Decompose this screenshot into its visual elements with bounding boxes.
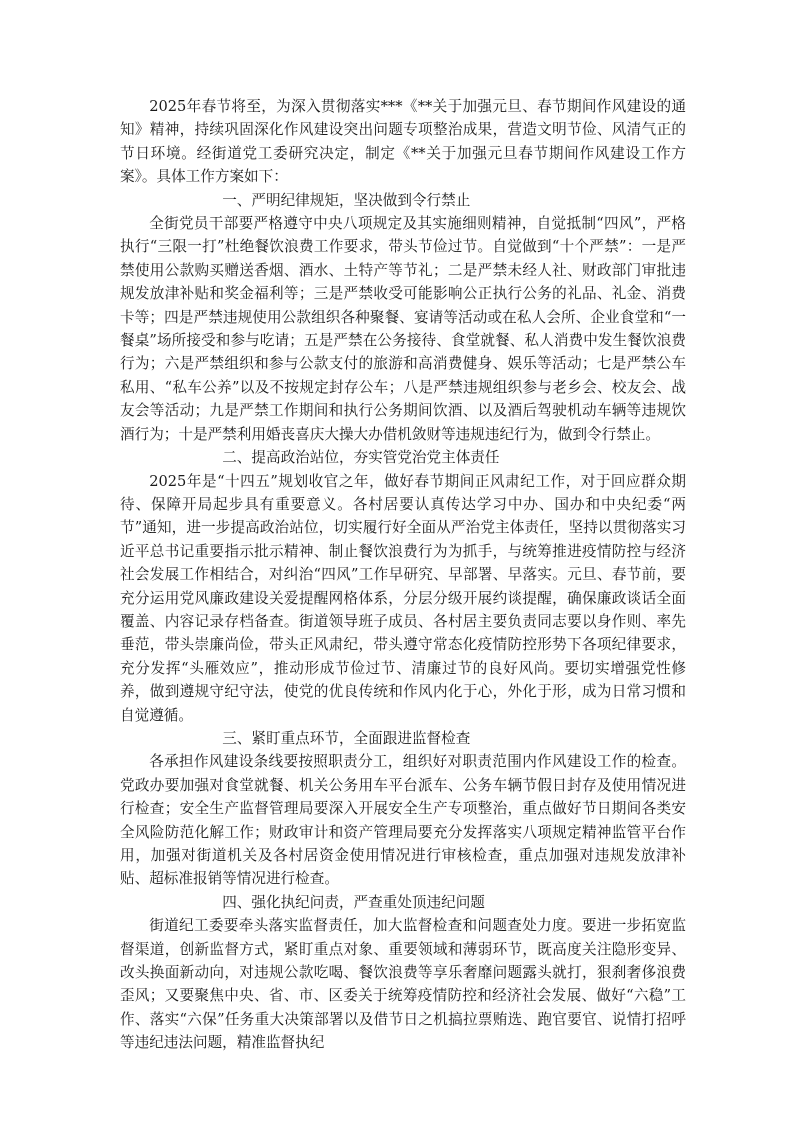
section-3-body: 各承担作风建设条线要按照职责分工，组织好对职责范围内作风建设工作的检查。党政办要加强对食堂就餐、机关公务用车平台派车、公务车辆节假日封存及使用情况进行检查；安全生产监督管理局要深入开展安全生产专项整治，重点做好节日期间各类安全风险防范化解工作；财政审计和资产管理局要充分发挥落实八项规定精神监管平台作用，加强对街道机关及各村居资金使用情况进行审核检查，重点加强对违规发放津补贴、超标准报销等情况进行检查。 [120, 753, 686, 888]
section-2-heading: 二、提高政治站位，夯实管党治党主体责任 [222, 449, 500, 467]
section-3-heading: 三、紧盯重点环节，全面跟进监督检查 [222, 729, 471, 747]
section-4-body: 街道纪工委要牵头落实监督责任，加大监督检查和问题查处力度。要进一步拓宽监督渠道，创新监督方式，紧盯重点对象、重要领域和薄弱环节，既高度关注隐形变异、改头换面新动向，对违规公款吃喝、餐饮浪费等享乐奢靡问题露头就打，狠刹奢侈浪费歪风；又要聚焦中央、省、市、区委关于统筹疫情防控和经济社会发展、做好“六稳”工作、落实“六保”任务重大决策部署以及借节日之机搞拉票贿选、跑官要官、说情打招呼等违纪违法问题，精准监督执纪 [120, 917, 686, 1052]
section-1-heading: 一、严明纪律规矩，坚决做到令行禁止 [222, 191, 471, 209]
document-page [120, 95, 686, 1055]
section-4-heading: 四、强化执纪问责，严查重处顶违纪问题 [222, 893, 485, 911]
section-1-body: 全街党员干部要严格遵守中央八项规定及其实施细则精神，自觉抵制“四风”，严格执行“三限一打”杜绝餐饮浪费工作要求，带头节俭过节。自觉做到“十个严禁”：一是严禁使用公款购买赠送香烟、酒水、土特产等节礼；二是严禁未经人社、财政部门审批违规发放津补贴和奖金福利等；三是严禁收受可能影响公正执行公务的礼品、礼金、消费卡等；四是严禁违规使用公款组织各种聚餐、宴请等活动或在私人会所、企业食堂和“一餐桌”场所接受和参与吃请；五是严禁在公务接待、食堂就餐、私人消费中发生餐饮浪费行为；六是严禁组织和参与公款支付的旅游和高消费健身、娱乐等活动；七是严禁公车私用、“私车公养”以及不按规定封存公车；八是严禁违规组织参与老乡会、校友会、战友会等活动；九是严禁工作期间和执行公务期间饮酒、以及酒后驾驶机动车辆等违规饮酒行为；十是严禁利用婚丧喜庆大操大办借机敛财等违规违纪行为，做到令行禁止。 [120, 215, 686, 443]
section-2-body: 2025年是“十四五”规划收官之年，做好春节期间正风肃纪工作，对于回应群众期待、保障开局起步具有重要意义。各村居要认真传达学习中办、国办和中央纪委“两节”通知，进一步提高政治站位，切实履行好全面从严治党主体责任，坚持以贯彻落实习近平总书记重要指示批示精神、制止餐饮浪费行为为抓手，与统筹推进疫情防控与经济社会发展工作相结合，对纠治“四风”工作早研究、早部署、早落实。元旦、春节前，要充分运用党风廉政建设关爱提醒网格体系，分层分级开展约谈提醒，确保廉政谈话全面覆盖、内容记录存档备查。街道领导班子成员、各村居主要负责同志要以身作则、率先垂范，带头崇廉尚俭，带头正风肃纪，带头遵守常态化疫情防控形势下各项纪律要求，充分发挥“头雁效应”，推动形成节俭过节、清廉过节的良好风尚。要切实增强党性修养，做到遵规守纪守法，使党的优良传统和作风内化于心，外化于形，成为日常习惯和自觉遵循。 [120, 472, 686, 724]
intro-paragraph: 2025年春节将至，为深入贯彻落实***《**关于加强元旦、春节期间作风建设的通知》精神，持续巩固深化作风建设突出问题专项整治成果，营造文明节俭、风清气正的节日环境。经街道党工委研究决定，制定《**关于加强元旦春节期间作风建设工作方案》。具体工作方案如下： [120, 98, 686, 186]
